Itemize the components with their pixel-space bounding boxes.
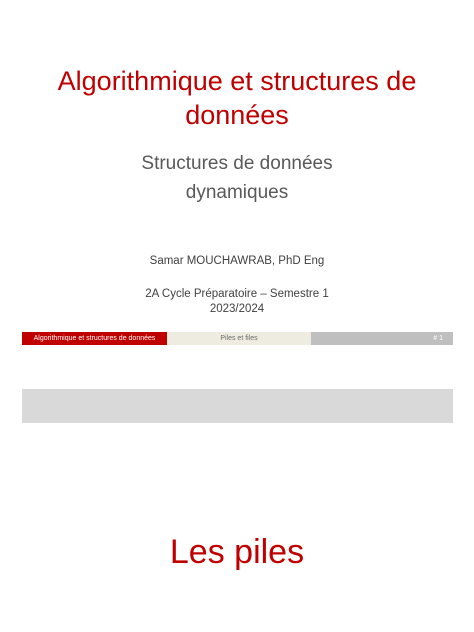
slide-header-band: [22, 389, 453, 423]
footer-course-title: Algorithmique et structures de données: [22, 332, 167, 345]
section-title: Les piles: [169, 533, 305, 571]
cycle-semester: 2A Cycle Préparatoire – Semestre 1: [145, 288, 329, 300]
footer-page-number: # 1: [311, 332, 453, 345]
slide-title: [0, 64, 474, 132]
course-info: [0, 287, 474, 317]
slide-title-line-1: Algorithmique et structures de: [57, 66, 417, 96]
slide-subtitle-line-1: Structures de données: [141, 153, 333, 174]
slide-footer: [22, 332, 453, 345]
slide-title-line-2: données: [185, 100, 289, 130]
slide-subtitle: [0, 149, 474, 207]
academic-year: 2023/2024: [209, 303, 265, 315]
slide-subtitle-line-2: dynamiques: [185, 182, 289, 203]
footer-chapter-title: Piles et files: [167, 332, 311, 345]
author-name: Samar MOUCHAWRAB, PhD Eng: [149, 255, 325, 267]
